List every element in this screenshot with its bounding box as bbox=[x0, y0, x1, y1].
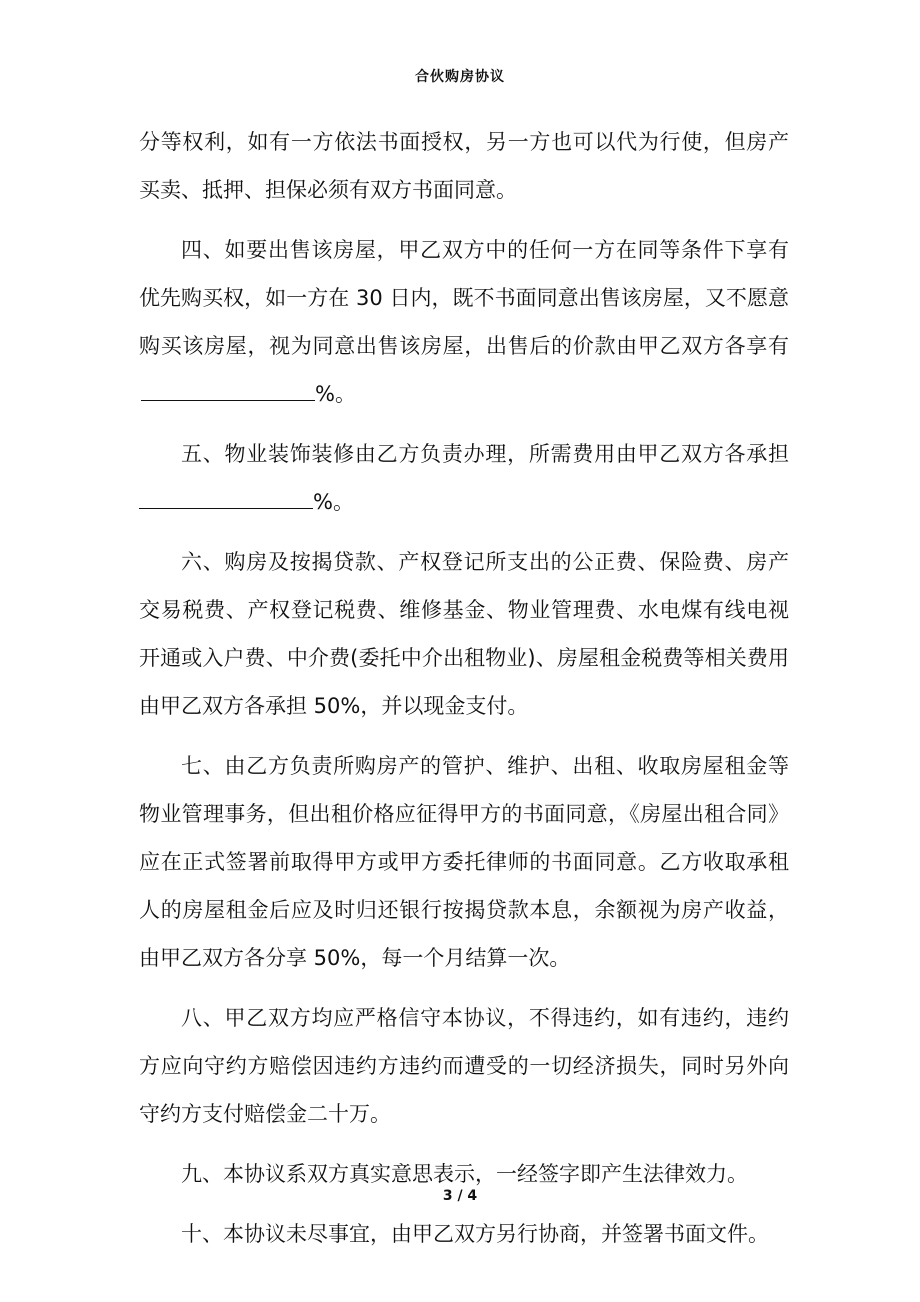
document-title: 合伙购房协议 bbox=[415, 69, 505, 85]
paragraph-continued: 分等权利，如有一方依法书面授权，另一方也可以代为行使，但房产买卖、抵押、担保必须有双方书面同意。 bbox=[139, 130, 789, 202]
blank-line-5 bbox=[139, 486, 313, 509]
clause-4-suffix: %。 bbox=[315, 382, 356, 406]
clause-5-suffix: %。 bbox=[313, 490, 354, 514]
clause-9: 九、本协议系双方真实意思表示，一经签字即产生法律效力。 bbox=[181, 1162, 748, 1186]
blank-line-4 bbox=[141, 378, 315, 401]
document-body bbox=[139, 118, 789, 1258]
clause-5-text: 五、物业装饰装修由乙方负责办理，所需费用由甲乙双方各承担 bbox=[181, 442, 789, 466]
clause-7: 七、由乙方负责所购房产的管护、维护、出租、收取房屋租金等物业管理事务，但出租价格应征得甲方的书面同意，《房屋出租合同》应在正式签署前取得甲方或甲方委托律师的书面同意。乙方收取承租人的房屋租金后应及时归还银行按揭贷款本息，余额视为房产收益，由甲乙双方各分享 50%，每一个月结算一次。 bbox=[139, 754, 789, 970]
clause-8: 八、甲乙双方均应严格信守本协议，不得违约，如有违约，违约方应向守约方赔偿因违约方违约而遭受的一切经济损失，同时另外向守约方支付赔偿金二十万。 bbox=[139, 1006, 789, 1126]
page-number: 3 / 4 bbox=[442, 1188, 478, 1204]
clause-4-text: 四、如要出售该房屋，甲乙双方中的任何一方在同等条件下享有优先购买权，如一方在 30 日内，既不书面同意出售该房屋，又不愿意购买该房屋，视为同意出售该房屋，出售后的价款由甲乙双方各享有 bbox=[139, 238, 789, 358]
clause-6: 六、购房及按揭贷款、产权登记所支出的公正费、保险费、房产交易税费、产权登记税费、维修基金、物业管理费、水电煤有线电视开通或入户费、中介费(委托中介出租物业)、房屋租金税费等相关费用由甲乙双方各承担 50%，并以现金支付。 bbox=[139, 550, 789, 718]
clause-10: 十、本协议未尽事宜，由甲乙双方另行协商，并签署书面文件。 bbox=[181, 1222, 769, 1246]
clause-5 bbox=[139, 430, 789, 526]
clause-4 bbox=[139, 226, 789, 418]
